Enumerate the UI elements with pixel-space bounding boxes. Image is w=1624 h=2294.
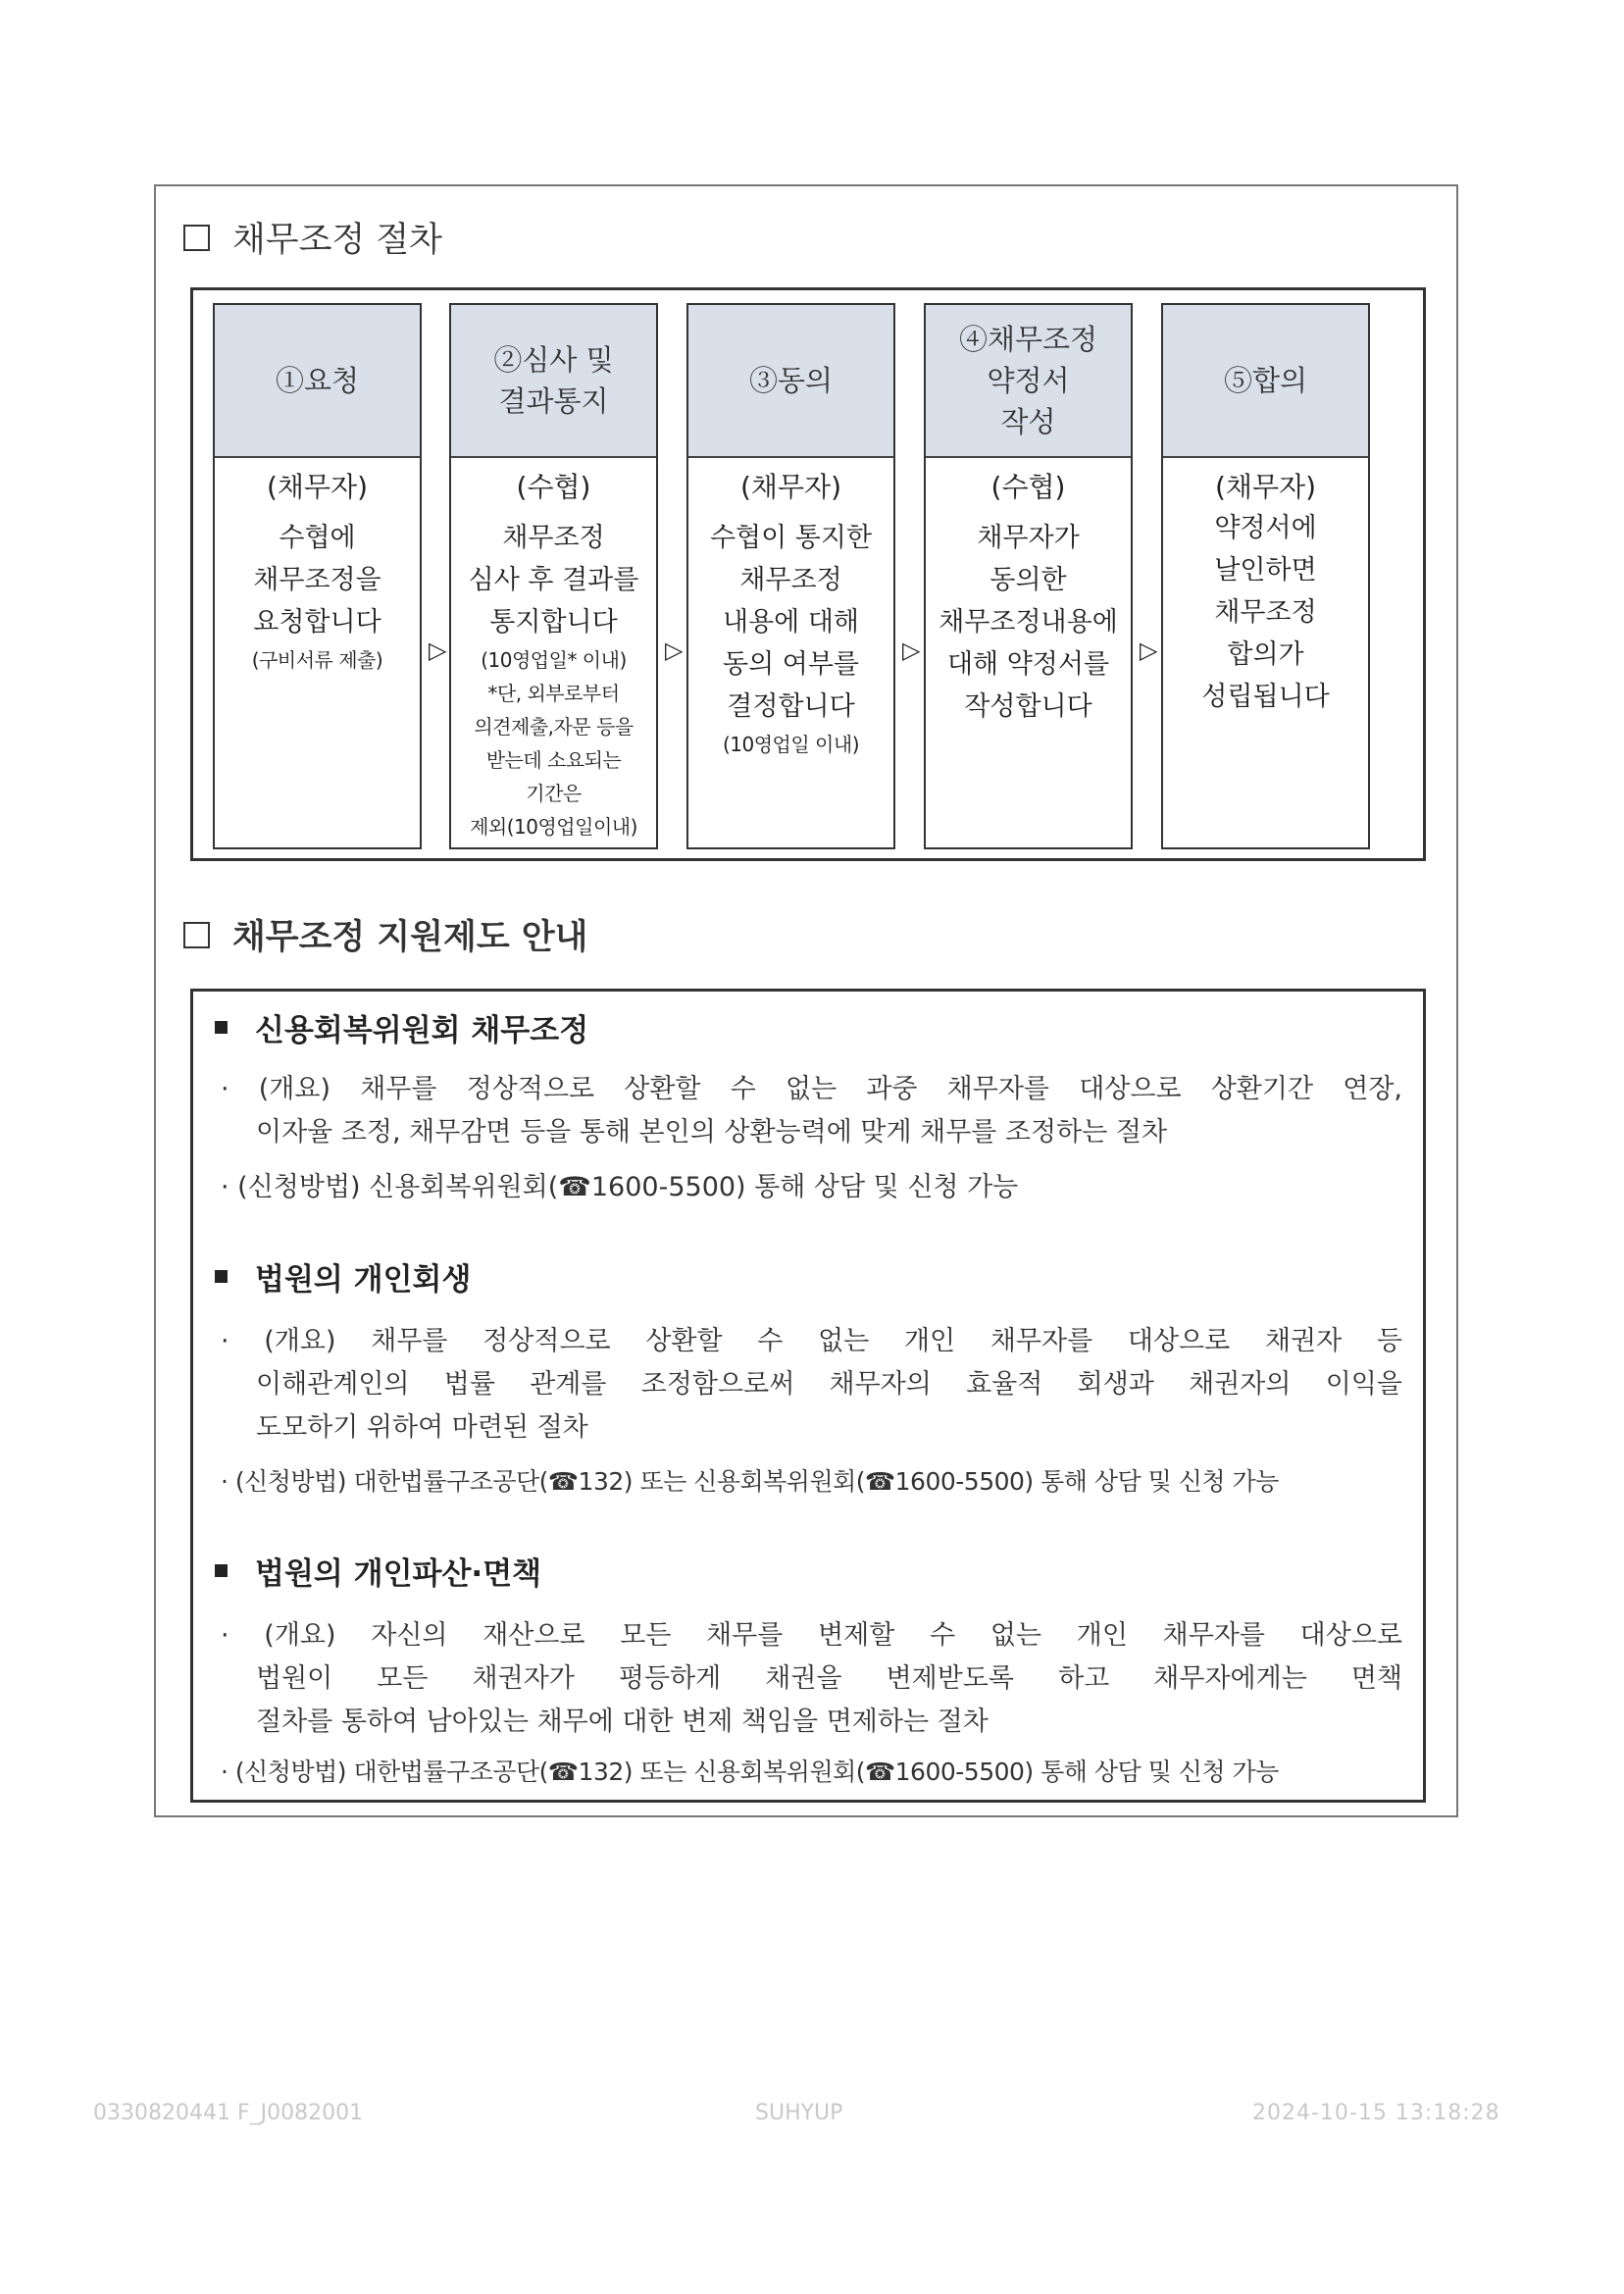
arrow-icon: ▷ xyxy=(665,637,684,664)
block-heading: 법원의 개인파산·면책 xyxy=(215,1549,541,1593)
step-settlement xyxy=(1161,303,1370,849)
block-apply: · (신청방법) 대한법률구조공단(☎132) 또는 신용회복위원회(☎1600-5500) 통해 상담 및 신청 가능 xyxy=(221,1758,1279,1786)
step-description: 수협에 채무조정을 요청합니다 xyxy=(253,523,381,637)
step-description: 수협이 통지한 채무조정 내용에 대해 동의 여부를 결정합니다 xyxy=(709,523,873,722)
checkbox-icon xyxy=(183,922,210,948)
step-description: 채무조정 심사 후 결과를 통지합니다 xyxy=(468,523,639,637)
step-title: ⑤합의 xyxy=(1163,305,1368,458)
block-apply: · (신청방법) 신용회복위원회(☎1600-5500) 통해 상담 및 신청 가능 xyxy=(221,1172,1019,1202)
step-title: ④채무조정 약정서 작성 xyxy=(926,305,1131,458)
block-overview: · (개요) 채무를 정상적으로 상환할 수 없는 개인 채무자를 대상으로 채권자 등 이해관계인의 법률 관계를 조정함으로써 채무자의 효율적 회생과 채권자의 이익을 도모하기 위하여 마련된 절차 xyxy=(221,1326,1402,1443)
support-info-box xyxy=(190,989,1426,1803)
step-description: 약정서에 날인하면 채무조정 합의가 성립됩니다 xyxy=(1201,513,1330,712)
arrow-icon: ▷ xyxy=(902,637,921,664)
step-role: (채무자) xyxy=(267,471,368,503)
document-frame xyxy=(154,184,1458,1817)
block-apply: · (신청방법) 대한법률구조공단(☎132) 또는 신용회복위원회(☎1600-5500) 통해 상담 및 신청 가능 xyxy=(221,1467,1279,1496)
step-note: (10영업일 이내) xyxy=(722,733,859,756)
step-request xyxy=(213,303,422,849)
block-overview: · (개요) 자신의 재산으로 모든 채무를 변제할 수 없는 개인 채무자를 대상으로 법원이 모든 채권자가 평등하게 채권을 변제받도록 하고 채무자에게는 면책 절차를 통하여 남아있는 채무에 대한 변제 책임을 면제하는 절차 xyxy=(221,1620,1402,1737)
footer-timestamp: 2024-10-15 13:18:28 xyxy=(1252,2101,1500,2125)
step-agreement-drafting xyxy=(924,303,1133,849)
square-bullet-icon xyxy=(215,1270,228,1283)
step-role: (수협) xyxy=(990,471,1066,503)
step-title: ③동의 xyxy=(688,305,893,458)
step-note: (구비서류 제출) xyxy=(251,648,383,672)
arrow-icon: ▷ xyxy=(1140,637,1158,664)
block-heading: 법원의 개인회생 xyxy=(215,1254,471,1299)
step-role: (채무자) xyxy=(740,471,841,503)
step-title: ①요청 xyxy=(215,305,420,458)
arrow-icon: ▷ xyxy=(429,637,447,664)
footer-doc-id: 0330820441 F_J0082001 xyxy=(93,2101,364,2125)
procedure-flow xyxy=(190,287,1426,861)
step-role: (수협) xyxy=(516,471,591,503)
step-role: (채무자) xyxy=(1215,471,1316,503)
section-procedure-title: 채무조정 절차 xyxy=(183,213,442,262)
block-overview: · (개요) 채무를 정상적으로 상환할 수 없는 과중 채무자를 대상으로 상환기간 연장, 이자율 조정, 채무감면 등을 통해 본인의 상환능력에 맞게 채무를 조정하는 절차 xyxy=(221,1074,1402,1147)
step-review xyxy=(449,303,658,849)
step-consent xyxy=(686,303,895,849)
square-bullet-icon xyxy=(215,1021,228,1034)
square-bullet-icon xyxy=(215,1564,228,1577)
step-description: 채무자가 동의한 채무조정내용에 대해 약정서를 작성합니다 xyxy=(939,523,1118,722)
section-support-title: 채무조정 지원제도 안내 xyxy=(183,910,587,959)
checkbox-icon xyxy=(183,225,210,251)
footer-org: SUHYUP xyxy=(755,2101,843,2125)
step-note: (10영업일* 이내) *단, 외부로부터 의견제출,자문 등을 받는데 소요되는 기간은 제외(10영업일이내) xyxy=(470,648,637,839)
block-heading: 신용회복위원회 채무조정 xyxy=(215,1005,588,1049)
step-title: ②심사 및 결과통지 xyxy=(451,305,656,458)
